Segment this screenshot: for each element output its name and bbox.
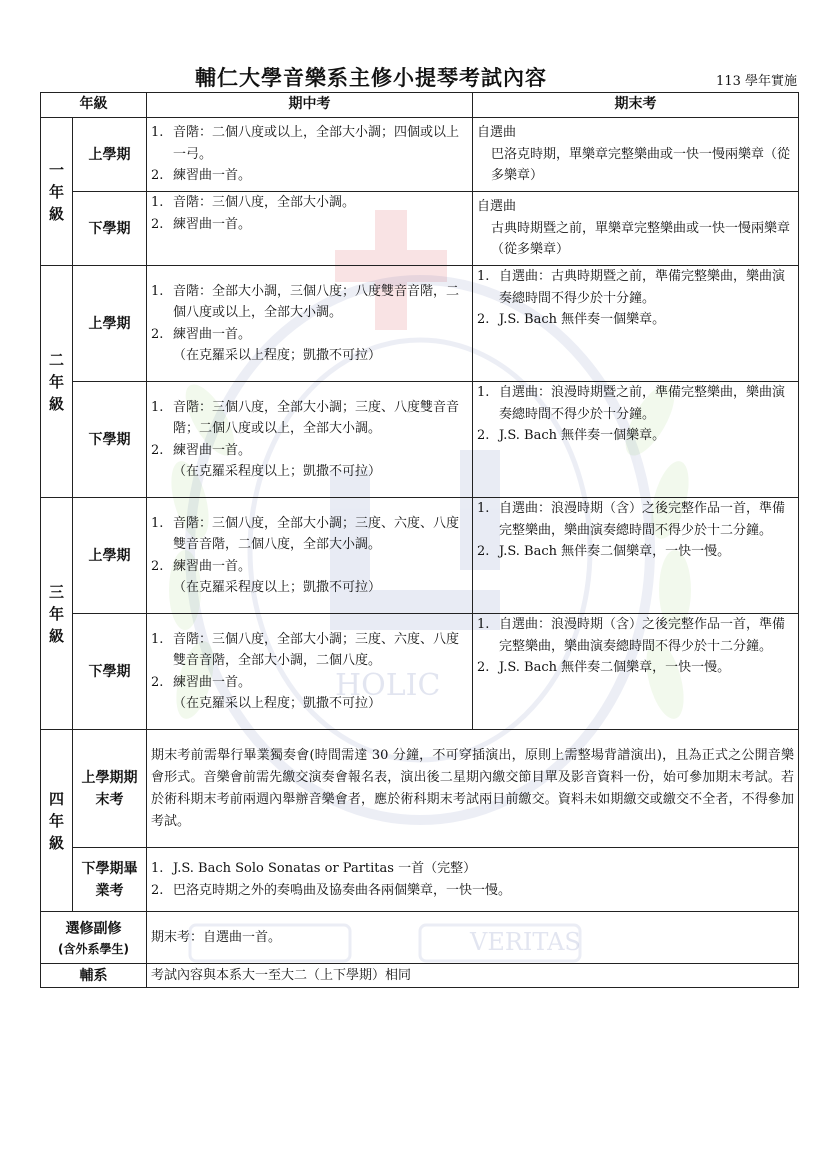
list-item: 2. J.S. Bach 無伴奏二個樂章，一快一慢。 — [477, 544, 731, 559]
level-note: （在克羅采程度以上；凱撒不可拉） — [173, 464, 382, 479]
list-item: 1. 音階：三個八度，全部大小調。 — [151, 195, 356, 210]
final-y2-first — [473, 266, 799, 382]
document-header — [40, 60, 797, 92]
final-y3-first — [473, 498, 799, 614]
semester-label-y3-second: 下學期 — [73, 614, 147, 730]
final-y3-second — [473, 614, 799, 730]
semester-label-y2-second: 下學期 — [73, 382, 147, 498]
header-midterm: 期中考 — [147, 93, 473, 118]
header-grade: 年級 — [41, 93, 147, 118]
list-item: 1. 音階：三個八度，全部大小調；三度、六度、八度雙音音階，全部大小調，二個八度。 — [151, 631, 460, 668]
grade-label-year3: 三年級 — [41, 498, 73, 730]
exam-content-table — [40, 92, 799, 988]
list-item: 2. 練習曲一首。 — [151, 674, 252, 690]
elective-label: 選修副修 (含外系學生) — [41, 912, 147, 964]
graduation-exam — [147, 848, 799, 912]
list-item: 1. 自選曲：浪漫時期暨之前，準備完整樂曲，樂曲演奏總時間不得少於十分鐘。 — [477, 385, 786, 422]
semester-label-y1-second: 下學期 — [73, 192, 147, 266]
list-item: 2. 巴洛克時期之外的奏鳴曲及協奏曲各兩個樂章，一快一慢。 — [151, 882, 512, 898]
list-item: 2. 練習曲一首。 — [151, 326, 252, 342]
semester-label-y4-second: 下學期畢業考 — [73, 848, 147, 912]
table-row-year2-first — [41, 266, 799, 382]
document-title: 輔仁大學音樂系主修小提琴考試內容 — [195, 66, 547, 90]
elective-sublabel: (含外系學生) — [58, 941, 129, 956]
level-note: （在克羅采程度以上；凱撒不可拉） — [173, 580, 382, 595]
table-row-year1-first — [41, 118, 799, 192]
watermark-word-holic: HOLIC — [335, 668, 441, 703]
table-row-year2-second — [41, 382, 799, 498]
final-heading: 自選曲 — [477, 199, 517, 215]
level-note: （在克羅采以上程度；凱撒不可拉） — [173, 348, 382, 363]
list-item: 1. J.S. Bach Solo Sonatas or Partitas 一首（完整） — [151, 861, 477, 876]
midterm-y2-first — [147, 266, 473, 382]
list-item: 1. 音階：全部大小調，三個八度；八度雙音音階，二個八度或以上，全部大小調。 — [151, 283, 460, 320]
semester-label-y1-first: 上學期 — [73, 118, 147, 192]
elective-content: 期末考：自選曲一首。 — [147, 912, 799, 964]
midterm-y3-second — [147, 614, 473, 730]
list-item: 1. 自選曲：古典時期暨之前，準備完整樂曲，樂曲演奏總時間不得少於十分鐘。 — [477, 269, 786, 306]
level-note: （在克羅采以上程度；凱撒不可拉） — [173, 696, 382, 711]
midterm-y2-second — [147, 382, 473, 498]
list-item: 1. 音階：三個八度，全部大小調；三度、八度雙音音階；二個八度或以上，全部大小調。 — [151, 399, 460, 436]
final-y2-second — [473, 382, 799, 498]
list-item: 1. 自選曲：浪漫時期（含）之後完整作品一首，準備完整樂曲，樂曲演奏總時間不得少於十二分鐘。 — [477, 617, 786, 654]
midterm-y1-second — [147, 192, 473, 266]
grade-label-year4: 四年級 — [41, 730, 73, 912]
final-heading: 自選曲 — [477, 125, 517, 141]
watermark-word-veritas: VERITAS — [470, 928, 581, 956]
midterm-y3-first — [147, 498, 473, 614]
grade-label-year2: 二年級 — [41, 266, 73, 498]
table-row-year4-first — [41, 730, 799, 848]
table-row-year4-second — [41, 848, 799, 912]
table-row-minor — [41, 964, 799, 988]
list-item: 2. 練習曲一首。 — [151, 168, 252, 184]
final-body: 古典時期暨之前，單樂章完整樂曲或一快一慢兩樂章（從多樂章） — [491, 220, 791, 258]
minor-content: 考試內容與本系大一至大二（上下學期）相同 — [147, 964, 799, 988]
semester-label-y3-first: 上學期 — [73, 498, 147, 614]
list-item: 1. 音階：二個八度或以上，全部大小調；四個或以上一弓。 — [151, 125, 460, 162]
table-header-row — [41, 93, 799, 118]
list-item: 2. 練習曲一首。 — [151, 442, 252, 458]
grade-label-year1: 一年級 — [41, 118, 73, 266]
list-item: 2. J.S. Bach 無伴奏一個樂章。 — [477, 312, 666, 327]
table-row-year3-second — [41, 614, 799, 730]
final-y1-second — [473, 192, 799, 266]
academic-year-note: 113 學年實施 — [716, 74, 797, 89]
final-y1-first — [473, 118, 799, 192]
list-item: 2. 練習曲一首。 — [151, 216, 252, 232]
list-item: 2. 練習曲一首。 — [151, 558, 252, 574]
semester-label-y2-first: 上學期 — [73, 266, 147, 382]
table-row-year3-first — [41, 498, 799, 614]
list-item: 2. J.S. Bach 無伴奏二個樂章，一快一慢。 — [477, 660, 731, 675]
list-item: 2. J.S. Bach 無伴奏一個樂章。 — [477, 428, 666, 443]
recital-requirements: 期末考前需舉行畢業獨奏會(時間需達 30 分鐘，不可穿插演出，原則上需整場背譜演出)，且為正式之公開音樂會形式。音樂會前需先繳交演奏會報名表，演出後二星期內繳交節目單及影音資料一份，始可參加期末考試。若於術科期末考前兩週內舉辦音樂會者，應於術科期末考試兩日前繳交。資料未如期繳交或繳交不全者，不得參加考試。 — [147, 730, 799, 848]
table-row-year1-second — [41, 192, 799, 266]
list-item: 1. 自選曲：浪漫時期（含）之後完整作品一首，準備完整樂曲，樂曲演奏總時間不得少於十二分鐘。 — [477, 501, 786, 538]
header-final: 期末考 — [473, 93, 799, 118]
minor-label: 輔系 — [41, 964, 147, 988]
final-body: 巴洛克時期，單樂章完整樂曲或一快一慢兩樂章（從多樂章） — [491, 146, 791, 184]
semester-label-y4-first: 上學期期末考 — [73, 730, 147, 848]
midterm-y1-first — [147, 118, 473, 192]
table-row-elective — [41, 912, 799, 964]
list-item: 1. 音階：三個八度，全部大小調；三度、六度、八度雙音音階，二個八度，全部大小調。 — [151, 515, 460, 552]
